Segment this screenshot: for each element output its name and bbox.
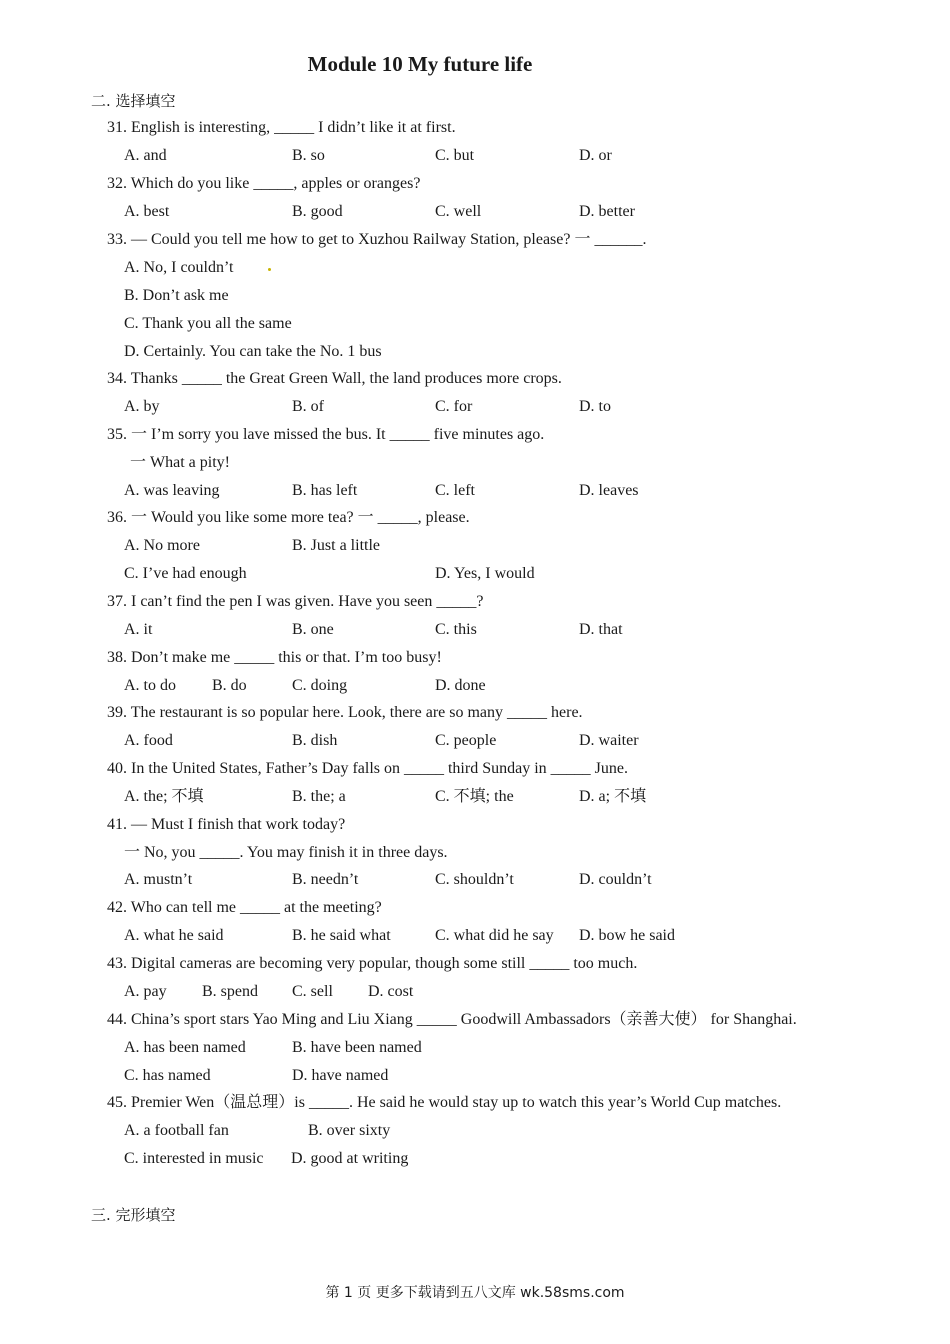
question-31: 31. English is interesting, _____ I didn’t like it at first. [107, 119, 456, 136]
option-d: D. that [579, 621, 623, 638]
stray-dot [268, 268, 271, 271]
question-39: 39. The restaurant is so popular here. Look, there are so many _____ here. [107, 704, 583, 721]
option-d: D. leaves [579, 482, 639, 499]
option-b: B. Just a little [292, 537, 380, 554]
page-footer: 第 1 页 更多下载请到五八文库 wk.58sms.com [325, 1285, 625, 1301]
option-d: D. waiter [579, 732, 639, 749]
option-b: B. has left [292, 482, 358, 499]
option-d: D. Certainly. You can take the No. 1 bus [124, 343, 382, 360]
question-45: 45. Premier Wen（温总理）is _____. He said he would stay up to watch this year’s World Cup matches. [107, 1094, 782, 1111]
option-b: B. he said what [292, 927, 391, 944]
option-c: C. interested in music [124, 1150, 264, 1167]
question-44: 44. China’s sport stars Yao Ming and Liu Xiang _____ Goodwill Ambassadors（亲善大使） for Shanghai. [107, 1011, 797, 1028]
option-c: C. this [435, 621, 477, 638]
question-34: 34. Thanks _____ the Great Green Wall, the land produces more crops. [107, 370, 562, 387]
question-41: 41. — Must I finish that work today? [107, 816, 346, 833]
option-b: B. one [292, 621, 334, 638]
option-b: B. so [292, 147, 325, 164]
option-b: B. spend [202, 983, 258, 1000]
option-a: A. mustn’t [124, 871, 193, 888]
option-a: A. it [124, 621, 153, 638]
page-title: Module 10 My future life [307, 52, 533, 76]
option-b: B. good [292, 203, 343, 220]
section-heading-choice: 二. 选择填空 [91, 92, 176, 110]
question-40: 40. In the United States, Father’s Day falls on _____ third Sunday in _____ June. [107, 760, 628, 777]
option-a: A. and [124, 147, 167, 164]
option-d: D. to [579, 398, 611, 415]
option-d: D. or [579, 147, 612, 164]
option-a: A. was leaving [124, 482, 220, 499]
option-a: A. by [124, 398, 160, 415]
option-b: B. of [292, 398, 324, 415]
option-a: A. a football fan [124, 1122, 229, 1139]
option-b: B. over sixty [308, 1122, 391, 1139]
option-b: B. needn’t [292, 871, 359, 888]
question-33: 33. — Could you tell me how to get to Xuzhou Railway Station, please? 一 ______. [107, 231, 647, 248]
question-43: 43. Digital cameras are becoming very popular, though some still _____ too much. [107, 955, 638, 972]
question-35-reply: 一 What a pity! [130, 454, 230, 471]
option-d: D. couldn’t [579, 871, 652, 888]
option-a: A. best [124, 203, 170, 220]
option-c: C. for [435, 398, 473, 415]
option-c: C. I’ve had enough [124, 565, 247, 582]
option-c: C. Thank you all the same [124, 315, 292, 332]
question-38: 38. Don’t make me _____ this or that. I’m too busy! [107, 649, 442, 666]
option-c: C. has named [124, 1067, 211, 1084]
option-b: B. the; a [292, 788, 346, 805]
option-d: D. bow he said [579, 927, 675, 944]
option-a: A. No more [124, 537, 200, 554]
option-a: A. the; 不填 [124, 788, 204, 805]
section-heading-cloze: 三. 完形填空 [91, 1206, 176, 1224]
option-b: B. have been named [292, 1039, 422, 1056]
option-d: D. a; 不填 [579, 788, 647, 805]
option-d: D. better [579, 203, 635, 220]
option-c: C. doing [292, 677, 348, 694]
option-a: A. pay [124, 983, 167, 1000]
option-c: C. but [435, 147, 475, 164]
option-b: B. dish [292, 732, 338, 749]
option-d: D. Yes, I would [435, 565, 535, 582]
option-a: A. No, I couldn’t [124, 259, 234, 276]
question-42: 42. Who can tell me _____ at the meeting? [107, 899, 382, 916]
question-37: 37. I can’t find the pen I was given. Have you seen _____? [107, 593, 484, 610]
question-36: 36. 一 Would you like some more tea? 一 _____, please. [107, 509, 470, 526]
option-b: B. do [212, 677, 247, 694]
option-c: C. sell [292, 983, 333, 1000]
question-35: 35. 一 I’m sorry you lave missed the bus. It _____ five minutes ago. [107, 426, 545, 443]
option-d: D. cost [368, 983, 414, 1000]
option-c: C. 不填; the [435, 788, 514, 805]
option-d: D. good at writing [291, 1150, 409, 1167]
question-41-reply: 一 No, you _____. You may finish it in three days. [124, 844, 448, 861]
option-a: A. what he said [124, 927, 224, 944]
option-b: B. Don’t ask me [124, 287, 229, 304]
option-c: C. left [435, 482, 475, 499]
option-c: C. well [435, 203, 482, 220]
option-a: A. to do [124, 677, 176, 694]
option-c: C. shouldn’t [435, 871, 514, 888]
option-d: D. done [435, 677, 486, 694]
question-32: 32. Which do you like _____, apples or oranges? [107, 175, 421, 192]
option-d: D. have named [292, 1067, 389, 1084]
option-c: C. what did he say [435, 927, 554, 944]
option-c: C. people [435, 732, 497, 749]
option-a: A. food [124, 732, 173, 749]
option-a: A. has been named [124, 1039, 246, 1056]
